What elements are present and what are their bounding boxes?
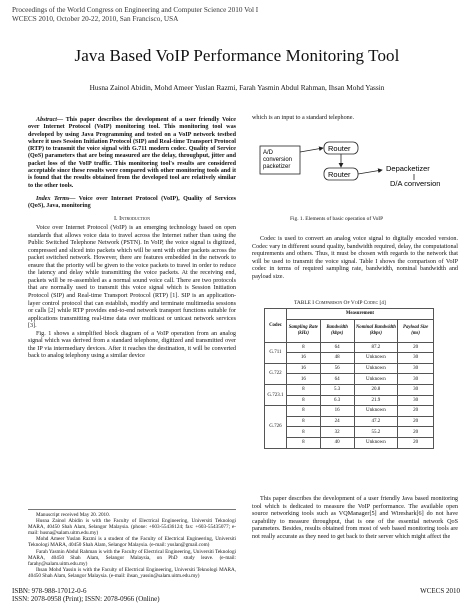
- table-cell: 8: [286, 406, 320, 417]
- table-row: [265, 395, 434, 406]
- codec-cell: G.711: [265, 342, 287, 363]
- table-cell: 32: [320, 427, 354, 438]
- footnote-2: Husna Zainol Abidin is with the Faculty of Electrical Engineering, Universiti Teknologi MARA, 40450 Shah Alam, Selangor Malaysia. (phone: +603-55436124; fax: +603-55435077; e-mail: husna@salam.uitm.edu.my): [28, 518, 236, 537]
- depacketizer-label: Depacketizer: [386, 164, 430, 173]
- table-cell: 20: [398, 427, 434, 438]
- footnote-4: Farah Yasmin Abdul Rahman is with the Faculty of Electrical Engineering, Universiti Teknologi MARA, 40450 Shah Alam, Selangor Malaysia, on PhD study leave. (e-mail: farahy@salam.uitm.edu.my): [28, 548, 236, 567]
- codec-cell: G.722: [265, 363, 287, 384]
- footnote-1: Manuscript received May 20. 2010.: [36, 512, 111, 518]
- index-terms-text: Voice over Internet Protocol (VoIP), Quality of Services (QoS), Java, monitoring: [28, 195, 236, 210]
- codec-paragraph: Codec is used to convert an analog voice signal to digitally encoded version. Codec vary in different sound quality, bandwidth required, delay, the computational requirements and others. Thus, it must be chosen with regards to the network that will be used to transmit the voice signal. Table I shows the comparison of VoIP codec in terms of required sampling rate, bandwidth, nominal bandwidth and payload size.: [252, 236, 458, 280]
- codec-cell: G.723.1: [265, 384, 287, 405]
- column-header: Nominal Bandwidth (kbps): [354, 319, 398, 342]
- table-cell: 64: [320, 342, 354, 353]
- table-cell: 40: [320, 437, 354, 448]
- table-cell: 48: [320, 353, 354, 364]
- codec-table-wrapper: [264, 308, 434, 449]
- table-cell: 55.2: [354, 427, 398, 438]
- codec-header: Codec: [265, 309, 287, 343]
- da-label: D/A conversion: [390, 179, 441, 188]
- arrow-ad-to-router: [300, 148, 323, 152]
- table-cell: 20: [398, 416, 434, 427]
- codec-cell: G.726: [265, 406, 287, 448]
- table-caption: TABLE I Comparison Of VoIP Codec [4]: [294, 300, 386, 306]
- table-cell: 16: [286, 374, 320, 385]
- right-paragraph-2: This paper describes the development of a user friendly Java based monitoring tool which is dedicated to measure the VoIP performance. The available open source networking tools such as VQManager[5] and Wireshark[6] do not have capability to measure throughput, that is one of the essential network QoS parameters. Besides, results obtained from most of web based monitoring tools are not really accurate as they need to get back to their server which might affect the: [252, 496, 458, 540]
- table-cell: Unknown: [354, 437, 398, 448]
- router-2-label: Router: [328, 170, 351, 179]
- table-cell: 24: [320, 416, 354, 427]
- header-line-1: Proceedings of the World Congress on Engineering and Computer Science 2010 Vol I: [12, 6, 259, 14]
- table-row: [265, 416, 434, 427]
- table-row: [265, 437, 434, 448]
- table-cell: 8: [286, 395, 320, 406]
- table-cell: 30: [398, 384, 434, 395]
- index-terms-label: Index Terms—: [36, 195, 76, 202]
- table-cell: 30: [398, 363, 434, 374]
- footer-left: [12, 587, 160, 603]
- table-cell: 56: [320, 363, 354, 374]
- codec-table: [264, 308, 434, 449]
- column-header: Sampling Rate (kHz): [286, 319, 320, 342]
- table-cell: Unknown: [354, 353, 398, 364]
- table-row: [265, 342, 434, 353]
- table-cell: 87.2: [354, 342, 398, 353]
- issn: ISSN: 2078-0958 (Print); ISSN: 2078-0966 (Online): [12, 595, 160, 603]
- table-cell: Unknown: [354, 406, 398, 417]
- author-list: Husna Zainol Abidin, Mohd Ameer Yuslan Razmi, Farah Yasmin Abdul Rahman, Ihsan Mohd Yassin: [89, 83, 385, 92]
- paper-title: Java Based VoIP Performance Monitoring Tool: [74, 46, 400, 65]
- footnote-3: Mohd Ameer Yuslan Razmi is a student of the Faculty of Electrical Engineering, Universiti Teknologi MARA, 40450 Shah Alam, Selangor Malaysia. (e-mail: yuslan@gmail.com): [28, 536, 236, 549]
- table-cell: 16: [286, 353, 320, 364]
- table-row: [265, 353, 434, 364]
- table-cell: 20: [398, 437, 434, 448]
- table-cell: 20: [398, 406, 434, 417]
- column-header: Payload Size (ms): [398, 319, 434, 342]
- table-cell: 64: [320, 374, 354, 385]
- footer-right: WCECS 2010: [420, 587, 460, 595]
- table-row: [265, 384, 434, 395]
- table-cell: 21.9: [354, 395, 398, 406]
- voip-diagram-svg: [254, 128, 458, 188]
- table-cell: Unknown: [354, 374, 398, 385]
- isbn: ISBN: 978-988-17012-0-6: [12, 587, 87, 595]
- table-cell: 30: [398, 395, 434, 406]
- footnotes: [28, 509, 236, 579]
- header-line-2: WCECS 2010, October 20-22, 2010, San Francisco, USA: [12, 14, 179, 23]
- table-cell: 8: [286, 427, 320, 438]
- intro-paragraph-2: Fig. 1 shows a simplified block diagram of a VoIP operation from an analog signal which was derived from a standard telephone, digitized and transmitted over the IP via intermediary devices. After it reaches the destination, it will be converted back to analog telephony using a similar device: [28, 330, 236, 360]
- abstract: [28, 117, 236, 190]
- table-cell: 16: [286, 363, 320, 374]
- table-cell: 5.3: [320, 384, 354, 395]
- abstract-text: This paper describes the development of a user friendly Voice over Internet Protocol (VoIP) monitoring tool. This monitoring tool was developed by using Java Programming and tested on a VoIP network testbed where it uses Session Initiation Protocol (SIP) and Real-time Transport Protocol (RTP) to transmit the voice signal with G.711 modern codec. Quality of Service (QoS) parameters that are being measured are the delay, throughput, jitter and packet loss of the VoIP traffic. This monitoring tool's results are considered acceptable since these results were compared with other monitoring tools and it is found that the results obtained from the developed tool are relatively similar to the other tools.: [28, 117, 236, 189]
- table-cell: 20: [398, 342, 434, 353]
- voip-diagram: [254, 128, 458, 188]
- table-row: [265, 363, 434, 374]
- router-1-label: Router: [328, 144, 351, 153]
- table-cell: 30: [398, 374, 434, 385]
- index-terms: [28, 196, 236, 211]
- abstract-label: Abstract—: [36, 117, 64, 123]
- ad-label: A/D conversion packetizer: [263, 150, 293, 170]
- table-row: [265, 427, 434, 438]
- table-cell: 8: [286, 384, 320, 395]
- table-cell: 20.8: [354, 384, 398, 395]
- table-cell: 8: [286, 342, 320, 353]
- table-cell: 6.3: [320, 395, 354, 406]
- table-row: [265, 406, 434, 417]
- footnote-5: Ihsan Mohd Yassin is with the Faculty of Electrical Engineering, Universiti Teknologi MARA, 40450 Shah Alam, Selangor Malaysia. (e-mail: ihsan_yassin@salam.uitm.edu.my): [28, 566, 236, 579]
- measurement-header: Measurement: [286, 309, 433, 320]
- arrow-router-to-depacketizer: [358, 170, 382, 174]
- table-cell: 30: [398, 353, 434, 364]
- column-header: Bandwidth (kbps): [320, 319, 354, 342]
- table-cell: 8: [286, 416, 320, 427]
- intro-paragraph-1: Voice over Internet Protocol (VoIP) is an emerging technology based on open standards that allows voice data to travel across the Internet rather than using the Public Switched Telephone Network (PSTN). In VoIP, the voice signal is digitized, compressed and sliced into packets which will be sent with other packets across the packet switched network. However, there are features embedded in the network to ensure that the priority will be given to the voice packets to travel in order to reduce the latency and delay while transmitting the voice packets. At the receiving end, packets will be re-assembled as a normal sound voice call. There are two protocols that are normally used to transmit this voice signal which is Session Initiation Protocol (SIP) and Real-time Transport Protocol (RTP) [1]. SIP is an application-layer control protocol that can establish, modify and terminate multimedia sessions or calls [2] while RTP provides end-to-end network transport functions suitable for applications transmitting real-time data over multicast or unicast network services [3].: [28, 225, 236, 330]
- table-cell: 47.2: [354, 416, 398, 427]
- left-column: [28, 117, 236, 361]
- figure-caption: Fig. 1. Elements of basic operation of VoIP: [290, 216, 384, 222]
- table-cell: 16: [320, 406, 354, 417]
- right-intro: which is an input to a standard telephone.: [252, 115, 354, 121]
- table-row: [265, 374, 434, 385]
- table-cell: 8: [286, 437, 320, 448]
- table-cell: Unknown: [354, 363, 398, 374]
- section-heading-introduction: I. Introduction: [113, 215, 151, 222]
- proceedings-header: [12, 6, 258, 23]
